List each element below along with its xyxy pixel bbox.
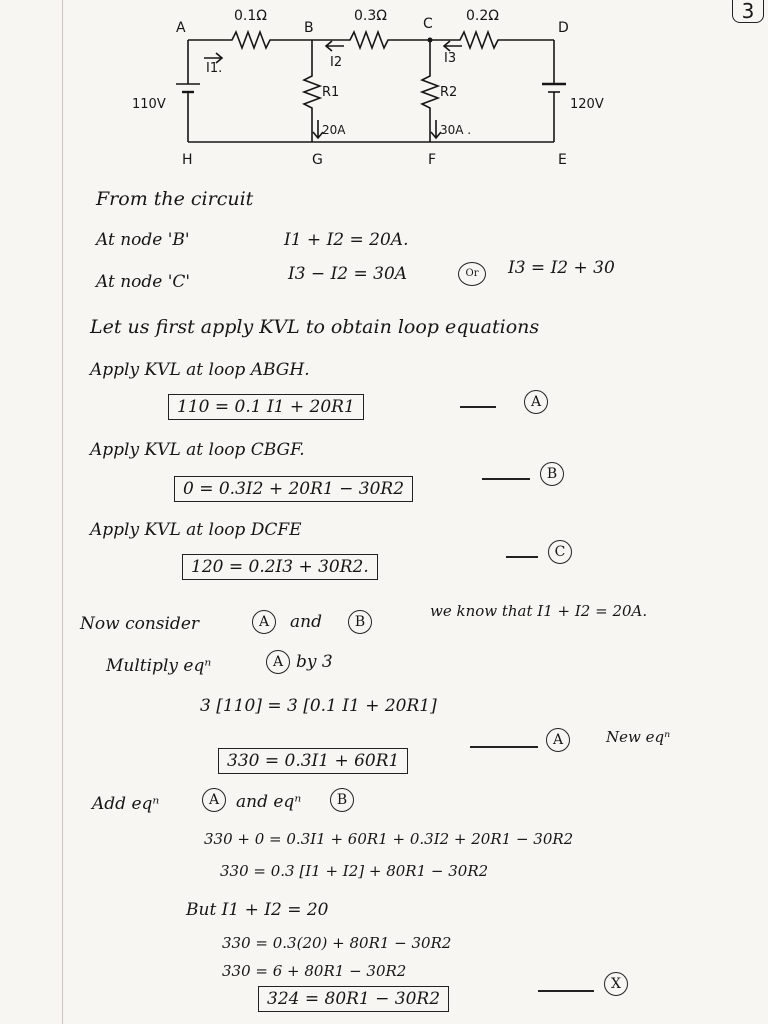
- node-c-alternate: I3 = I2 + 30: [508, 258, 615, 278]
- equation-x-box: 324 = 80R1 − 30R2: [258, 986, 449, 1012]
- but-text: But I1 + I2 = 20: [186, 900, 329, 920]
- shunt-current-30a: 30A .: [440, 123, 472, 137]
- kvl-cbgf-text: Apply KVL at loop CBGF.: [90, 440, 305, 460]
- node-d-label: D: [558, 20, 569, 36]
- from-circuit-heading: From the circuit: [96, 188, 254, 210]
- r1-label: R1: [322, 85, 340, 100]
- resistor-1-label: 0.1Ω: [234, 8, 267, 24]
- current-i2-label: I2: [330, 55, 343, 70]
- tag-a-ref: A: [252, 610, 276, 634]
- dash-x: [538, 990, 594, 992]
- page-number: 3: [732, 0, 764, 23]
- multiply-text: Multiply eqⁿ: [106, 656, 212, 676]
- r2-label: R2: [440, 85, 458, 100]
- resistor-2-label: 0.3Ω: [354, 8, 387, 24]
- multiplied-equation: 3 [110] = 3 [0.1 I1 + 20R1]: [200, 696, 437, 716]
- node-b-label-text: At node 'B': [96, 230, 190, 250]
- node-e-label: E: [558, 152, 567, 168]
- sum-line-2: 330 = 0.3 [I1 + I2] + 80R1 − 30R2: [220, 862, 489, 880]
- tag-x: X: [604, 972, 628, 996]
- by-three-text: by 3: [296, 652, 333, 672]
- node-c-label-text: At node 'C': [96, 272, 191, 292]
- tag-a-add: A: [202, 788, 226, 812]
- source-110v-label: 110V: [132, 97, 166, 112]
- tag-a-new: A: [546, 728, 570, 752]
- tag-b-ref: B: [348, 610, 372, 634]
- node-a-label: A: [176, 20, 186, 36]
- equation-b-box: 0 = 0.3I2 + 20R1 − 30R2: [174, 476, 413, 502]
- node-h-label: H: [182, 152, 193, 168]
- new-equation-note: New eqⁿ: [606, 728, 671, 746]
- tag-b: B: [540, 462, 564, 486]
- and-text: and: [290, 612, 322, 632]
- kvl-abgh-text: Apply KVL at loop ABGH.: [90, 360, 310, 380]
- source-120v-label: 120V: [570, 97, 604, 112]
- node-c-equation: I3 − I2 = 30A: [288, 264, 408, 284]
- dash-a: [460, 406, 496, 408]
- node-f-label: F: [428, 152, 437, 168]
- current-i3-label: I3: [444, 51, 457, 66]
- tag-c: C: [548, 540, 572, 564]
- resistor-3-label: 0.2Ω: [466, 8, 499, 24]
- node-b-label: B: [304, 20, 314, 36]
- node-g-label: G: [312, 152, 323, 168]
- dash-b: [482, 478, 530, 480]
- current-i1-label: I1.: [206, 61, 223, 76]
- circuit-diagram: [0, 0, 768, 180]
- and-eqn-text: and eqⁿ: [236, 792, 302, 812]
- substitution-line-2: 330 = 6 + 80R1 − 30R2: [222, 962, 407, 980]
- node-c-label: C: [423, 16, 433, 32]
- now-consider-text: Now consider: [80, 614, 199, 634]
- node-b-equation: I1 + I2 = 20A.: [284, 230, 409, 250]
- tag-a-multiply: A: [266, 650, 290, 674]
- kvl-dcfe-text: Apply KVL at loop DCFE: [90, 520, 302, 540]
- tag-a: A: [524, 390, 548, 414]
- shunt-current-20a: 20A: [322, 123, 346, 137]
- sum-line-1: 330 + 0 = 0.3I1 + 60R1 + 0.3I2 + 20R1 − 30R2: [204, 830, 574, 848]
- dash-c: [506, 556, 538, 558]
- kvl-intro-text: Let us first apply KVL to obtain loop equations: [90, 316, 540, 338]
- dash-a-new: [470, 746, 538, 748]
- equation-c-box: 120 = 0.2I3 + 30R2.: [182, 554, 378, 580]
- equation-a-new-box: 330 = 0.3I1 + 60R1: [218, 748, 408, 774]
- substitution-line-1: 330 = 0.3(20) + 80R1 − 30R2: [222, 934, 452, 952]
- tag-b-add: B: [330, 788, 354, 812]
- equation-a-box: 110 = 0.1 I1 + 20R1: [168, 394, 364, 420]
- add-eqn-text: Add eqⁿ: [92, 794, 160, 814]
- or-marker: Or: [458, 262, 486, 286]
- we-know-text: we know that I1 + I2 = 20A.: [430, 602, 648, 620]
